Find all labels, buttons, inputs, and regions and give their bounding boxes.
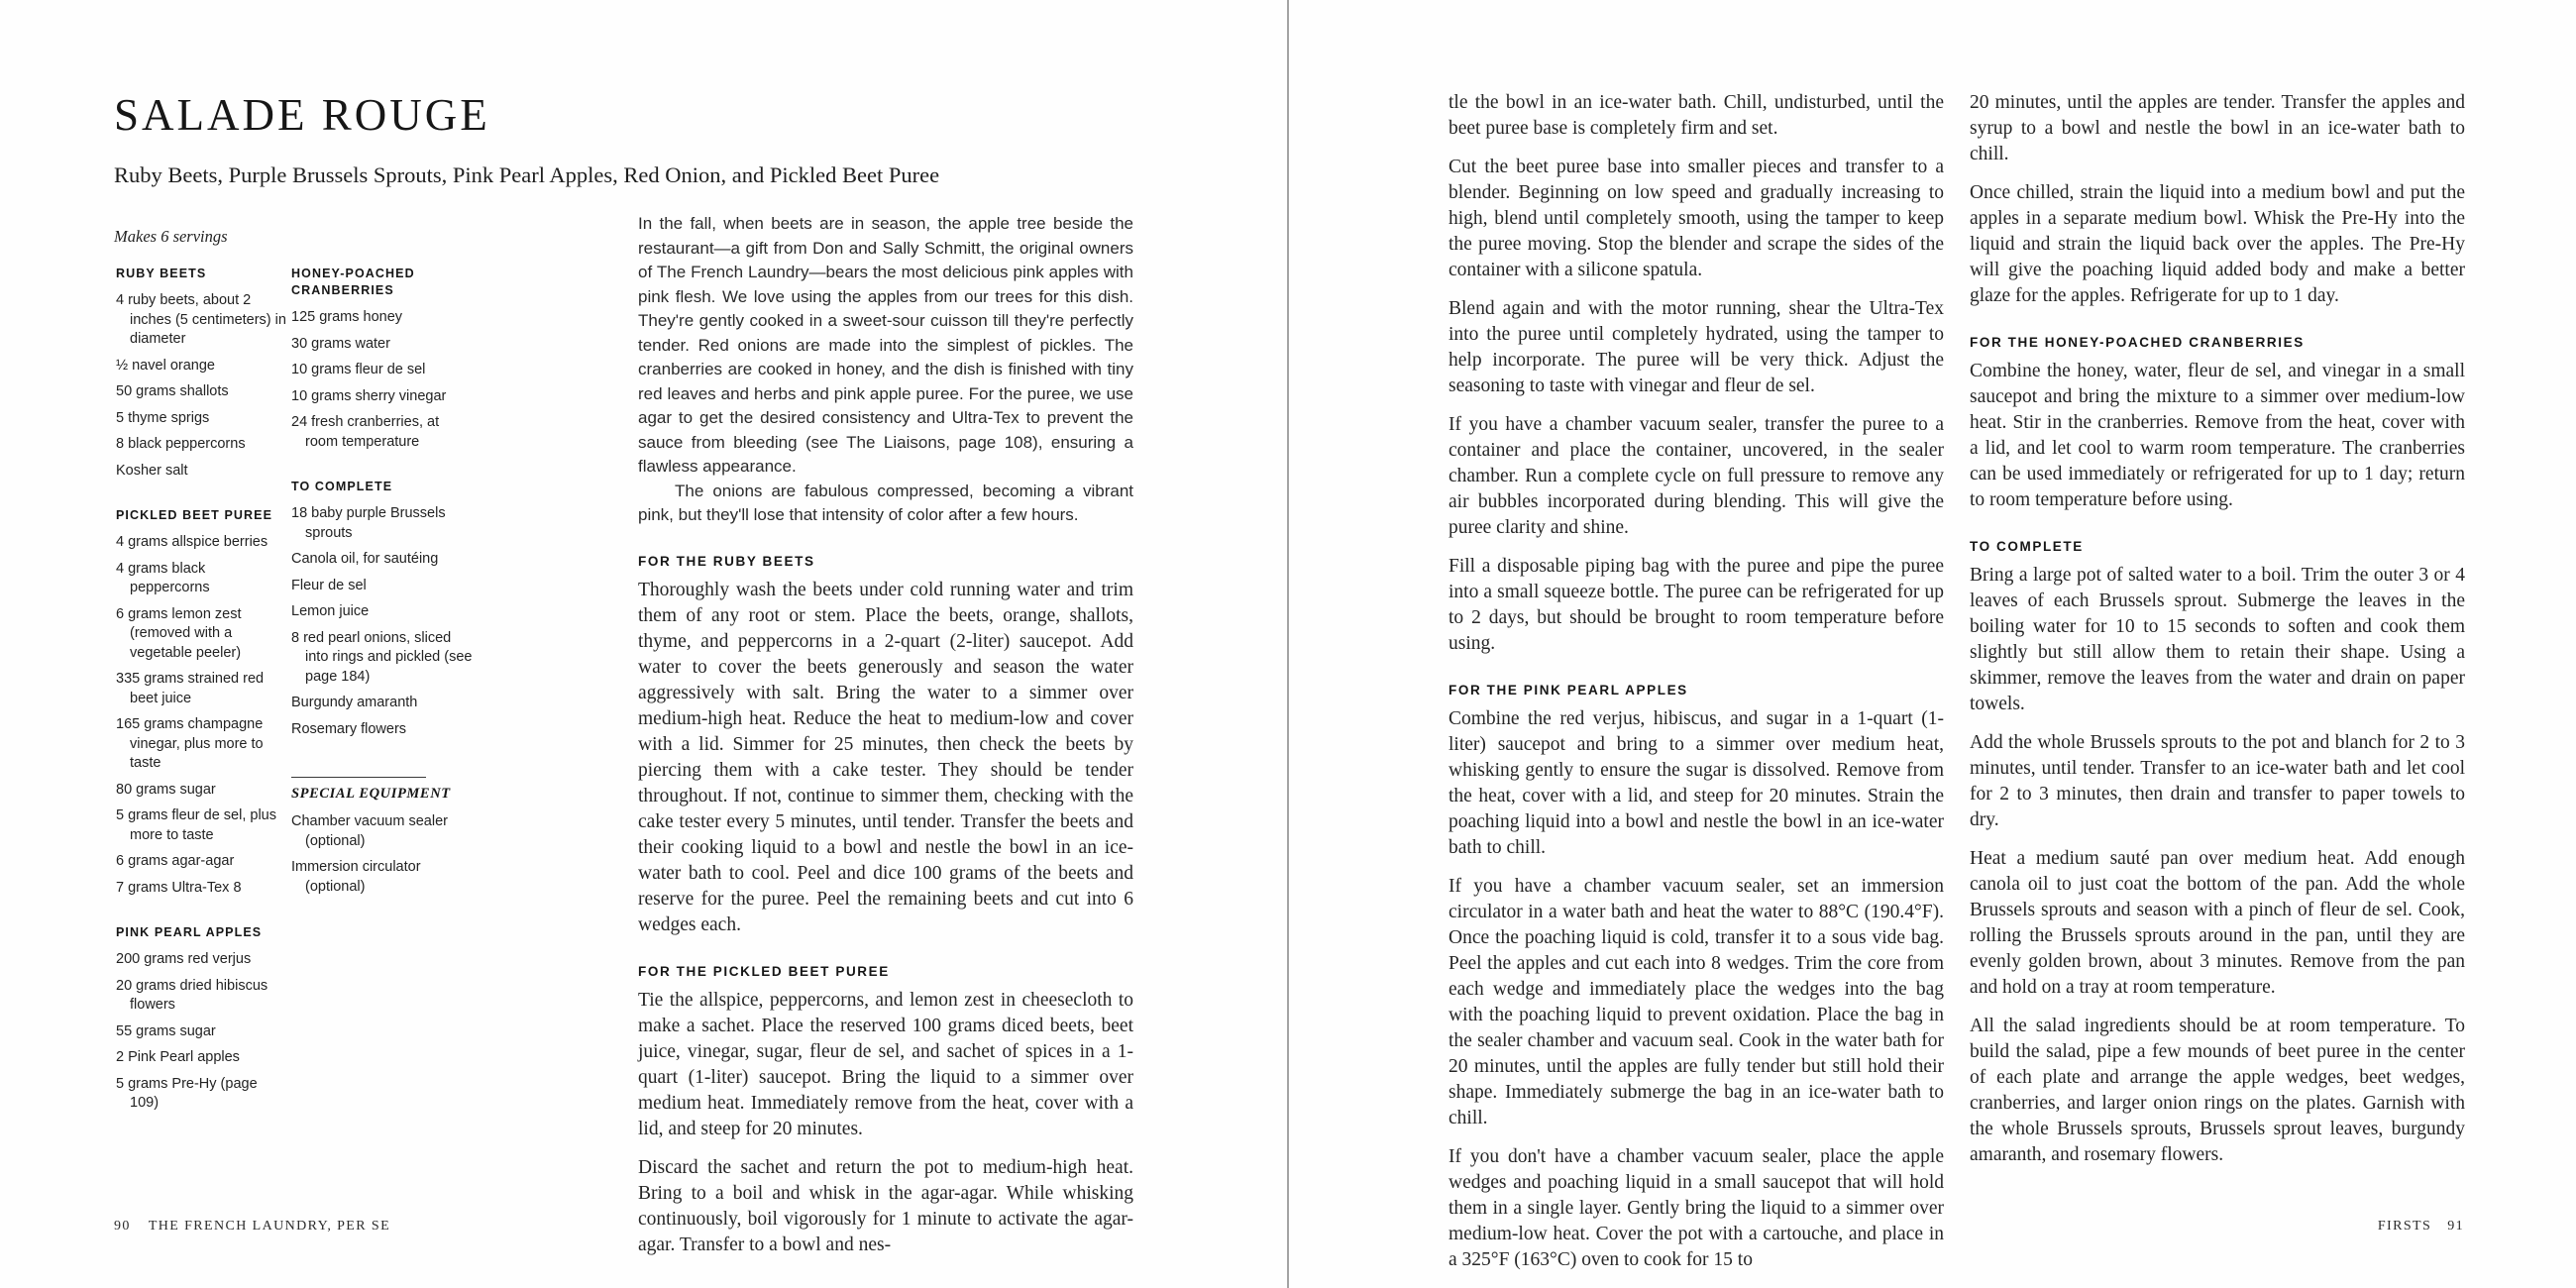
instruction-paragraph: If you have a chamber vacuum sealer, set an immersion circulator in a water bath and heat the water to 88°C (190.4°F). Once the poaching liquid is cold, transfer it to a sous vide bag. Peel the apples and cut each into 8 wedges. Trim the core from each wedge and immediately place the wedges into the bag with the poaching liquid to prevent oxidation. Place the bag in the sealer chamber and vacuum seal. Cook in the water bath for 20 minutes, until the apples are fully tender but still hold their shape. Immediately submerge the bag in an ice-water bath to chill.	[1449, 876, 1944, 1128]
page-number: 91	[2447, 1219, 2464, 1234]
ingredient-group-heading: PICKLED BEET PUREE	[116, 508, 273, 522]
ingredient-item: 165 grams champagne vinegar, plus more to taste	[116, 716, 264, 771]
recipe-intro	[638, 212, 1133, 528]
right-instructions-column-2	[1970, 90, 2465, 1181]
continuation-paragraphs	[1449, 90, 1944, 657]
section-heading: FOR THE PINK PEARL APPLES	[1449, 683, 1688, 698]
ingredient-item: 5 thyme sprigs	[116, 409, 210, 426]
ingredient-item: 2 Pink Pearl apples	[116, 1049, 240, 1065]
ingredient-list	[291, 308, 476, 452]
instruction-paragraph: 20 minutes, until the apples are tender. Transfer the apples and syrup to a bowl and nestle the bowl in an ice-water bath to chill.	[1970, 92, 2465, 164]
ingredient-item: 335 grams strained red beet juice	[116, 671, 265, 706]
ingredient-item: 20 grams dried hibiscus flowers	[116, 977, 268, 1013]
ingredient-item: Rosemary flowers	[291, 720, 407, 737]
section-paragraphs	[638, 578, 1133, 938]
ingredient-column-2	[291, 266, 476, 923]
instruction-paragraph: Discard the sachet and return the pot to medium-high heat. Bring to a boil and whisk in the agar-agar. While whisking continuously, boil vigorously for 1 minute to activate the agar-agar. Transfer to a bowl and nes-	[638, 1156, 1133, 1255]
section-paragraphs	[638, 988, 1133, 1258]
section-paragraphs	[1970, 563, 2465, 1168]
ingredient-group-pink-pearl-apples	[116, 924, 286, 1114]
ingredient-group-heading: PINK PEARL APPLES	[116, 925, 263, 939]
section-heading: FOR THE RUBY BEETS	[638, 553, 815, 569]
instruction-paragraph: Bring a large pot of salted water to a boil. Trim the outer 3 or 4 leaves of each Brussels sprout. Submerge the leaves in the boiling water for 10 to 15 seconds to soften and cook them slightly but still allow them to retain their shape. Using a skimmer, remove the leaves from the water and drain on paper towels.	[1970, 565, 2465, 714]
special-equipment-heading: SPECIAL EQUIPMENT	[291, 786, 451, 802]
special-equipment-list	[291, 812, 476, 897]
ingredient-group-to-complete	[291, 479, 476, 739]
instruction-paragraph: tle the bowl in an ice-water bath. Chill, undisturbed, until the beet puree base is completely firm and set.	[1449, 92, 1944, 139]
ingredient-item: 10 grams sherry vinegar	[291, 387, 447, 404]
ingredient-item: 30 grams water	[291, 335, 390, 352]
instruction-paragraph: If you have a chamber vacuum sealer, transfer the puree to a container and place the container, uncovered, in the sealer chamber. Run a complete cycle on full pressure to remove any air bubbles incorporated during blending. This will give the puree clarity and shine.	[1449, 414, 1944, 538]
ingredient-item: 50 grams shallots	[116, 383, 229, 399]
special-equipment-group	[291, 777, 476, 897]
section-ruby-beets	[638, 554, 1133, 938]
recipe-title: SALADE ROUGE	[114, 90, 490, 140]
ingredient-item: 8 black peppercorns	[116, 436, 246, 452]
instruction-paragraph: Tie the allspice, peppercorns, and lemon zest in cheesecloth to make a sachet. Place the reserved 100 grams diced beets, beet juice, vinegar, sugar, fleur de sel, and sachet of spices in a 1-quart (1-liter) saucepot. Bring the liquid to a simmer over medium heat. Immediately remove from the heat, cover with a lid, and steep for 20 minutes.	[638, 989, 1133, 1139]
ingredient-item: 200 grams red verjus	[116, 951, 252, 967]
ingredient-group-honey-poached-cranberries	[291, 266, 476, 452]
ingredient-item: 7 grams Ultra-Tex 8	[116, 879, 242, 896]
chapter-name: FIRSTS	[2377, 1219, 2432, 1234]
ingredient-list	[116, 950, 286, 1114]
right-instructions-column-1	[1449, 90, 1944, 1286]
book-title: THE FRENCH LAUNDRY, PER SE	[148, 1219, 391, 1234]
ingredient-list	[116, 291, 286, 481]
ingredient-item: 6 grams lemon zest (removed with a vegetable peeler)	[116, 605, 242, 661]
ingredient-item: 24 fresh cranberries, at room temperature	[291, 414, 440, 450]
instruction-paragraph: Cut the beet puree base into smaller pieces and transfer to a blender. Beginning on low speed and gradually increasing to high, blend until completely smooth, using the tamper to keep the puree moving. Stop the blender and scrape the sides of the container with a silicone spatula.	[1449, 157, 1944, 280]
ingredient-item: 10 grams fleur de sel	[291, 362, 426, 377]
ingredient-item: 4 ruby beets, about 2 inches (5 centimeters) in diameter	[116, 292, 286, 347]
page-right	[1288, 0, 2576, 1288]
section-paragraphs	[1449, 706, 1944, 1273]
instruction-paragraph: Combine the honey, water, fleur de sel, and vinegar in a small saucepot and bring the mixture to a simmer over medium-low heat. Stir in the cranberries. Remove from the heat, cover with a lid, and let cool to warm room temperature. The cranberries can be used immediately or refrigerated for up to 1 day; return to room temperature before using.	[1970, 361, 2465, 510]
ingredient-list	[291, 504, 476, 739]
ingredient-item: 5 grams Pre-Hy (page 109)	[116, 1075, 258, 1111]
ingredient-item: 18 baby purple Brussels sprouts	[291, 505, 446, 541]
equipment-item: Immersion circulator (optional)	[291, 859, 421, 895]
ingredient-item: 4 grams allspice berries	[116, 534, 268, 550]
instruction-paragraph: Add the whole Brussels sprouts to the pot and blanch for 2 to 3 minutes, until tender. Transfer to an ice-water bath and let cool for 2 to 3 minutes, then drain and transfer to paper towels to dry.	[1970, 732, 2465, 830]
section-heading: FOR THE PICKLED BEET PUREE	[638, 963, 890, 979]
ingredient-item: 8 red pearl onions, sliced into rings and pickled (see page 184)	[291, 629, 473, 685]
ingredient-item: Lemon juice	[291, 603, 370, 619]
instruction-paragraph: Once chilled, strain the liquid into a medium bowl and put the apples in a separate medium bowl. Whisk the Pre-Hy into the liquid and strain the liquid back over the apples. The Pre-Hy will give the poaching liquid added body and make a better glaze for the apples. Refrigerate for up to 1 day.	[1970, 182, 2465, 306]
ingredient-item: 80 grams sugar	[116, 781, 216, 798]
section-paragraphs	[1970, 359, 2465, 513]
intro-paragraph: In the fall, when beets are in season, the apple tree beside the restaurant—a gift from Don and Sally Schmitt, the original owners of The French Laundry—bears the most delicious pink apples with pink flesh. We love using the apples from our trees for this dish. They're gently cooked in a sweet-sour cuisson till they're perfectly tender. Red onions are made into the simplest of pickles. The cranberries are cooked in honey, and the dish is finished with tiny red leaves and herbs and pink apple puree. For the puree, we use agar to get the desired consistency and Ultra-Tex to prevent the sauce from bleeding (see The Liaisons, page 108), ensuring a flawless appearance.	[638, 214, 1133, 476]
section-heading: FOR THE HONEY-POACHED CRANBERRIES	[1970, 335, 2305, 350]
yield-note: Makes 6 servings	[114, 227, 228, 246]
special-equipment-rule	[291, 777, 426, 778]
ingredient-group-heading: RUBY BEETS	[116, 267, 207, 280]
ingredient-group-ruby-beets	[116, 266, 286, 481]
section-pickled-beet-puree	[638, 964, 1133, 1258]
continuation-paragraphs	[1970, 90, 2465, 309]
ingredient-item: 5 grams fleur de sel, plus more to taste	[116, 807, 276, 843]
ingredient-item: ½ navel orange	[116, 357, 215, 374]
left-page-footer	[114, 1219, 390, 1234]
ingredient-item: 4 grams black peppercorns	[116, 560, 210, 595]
instruction-paragraph: Thoroughly wash the beets under cold running water and trim them of any root or stem. Place the beets, orange, shallots, thyme, and peppercorns in a 2-quart (2-liter) saucepot. Add water to cover the beets generously and season the water aggressively with salt. Bring the water to a simmer over medium-high heat. Reduce the heat to medium-low and cover with a lid. Simmer for 25 minutes, then check the beets by piercing them with a cake tester. They should be tender throughout. If not, continue to simmer them, checking with the cake tester every 5 minutes, until tender. Transfer the beets and their cooking liquid to a bowl and nestle the bowl in an ice-water bath to cool. Peel and dice 100 grams of the beets and reserve for the puree. Peel the remaining beets and cut into 6 wedges each.	[638, 579, 1133, 935]
right-page-footer	[2378, 1219, 2464, 1234]
ingredient-list	[116, 533, 286, 898]
instruction-paragraph: Fill a disposable piping bag with the puree and pipe the puree into a small squeeze bottle. The puree can be refrigerated for up to 2 days, but should be brought to room temperature before using.	[1449, 556, 1944, 654]
instruction-paragraph: Heat a medium sauté pan over medium heat. Add enough canola oil to just coat the bottom of the pan. Add the whole Brussels sprouts and season with a pinch of fleur de sel. Cook, rolling the Brussels sprouts around in the pan, until they are evenly golden brown, about 3 minutes. Remove from the pan and hold on a tray at room temperature.	[1970, 848, 2465, 998]
ingredient-item: Canola oil, for sautéing	[291, 551, 439, 567]
ingredient-group-heading: TO COMPLETE	[291, 480, 393, 493]
ingredient-item: 125 grams honey	[291, 309, 403, 325]
ingredient-item: 6 grams agar-agar	[116, 853, 235, 869]
instruction-paragraph: Combine the red verjus, hibiscus, and sugar in a 1-quart (1-liter) saucepot and bring to a simmer over medium heat, whisking gently to ensure the sugar is dissolved. Remove from the heat, cover with a lid, and steep for 20 minutes. Strain the poaching liquid into a bowl and nestle the bowl in an ice-water bath to chill.	[1449, 708, 1944, 858]
instruction-paragraph: Blend again and with the motor running, shear the Ultra-Tex into the puree until completely hydrated, using the tamper to help incorporate. The puree will be very thick. Adjust the seasoning to taste with vinegar and fleur de sel.	[1449, 298, 1944, 396]
instruction-paragraph: All the salad ingredients should be at room temperature. To build the salad, pipe a few mounds of beet puree in the center of each plate and arrange the apple wedges, beet wedges, cranberries, and larger onion rings on the plates. Garnish with the whole Brussels sprouts, Brussels sprout leaves, burgundy amaranth, and rosemary flowers.	[1970, 1016, 2465, 1165]
ingredient-item: Burgundy amaranth	[291, 695, 418, 710]
ingredient-item: 55 grams sugar	[116, 1022, 216, 1039]
intro-paragraph: The onions are fabulous compressed, becoming a vibrant pink, but they'll lose that intensity of color after a few hours.	[638, 481, 1133, 524]
ingredient-group-pickled-beet-puree	[116, 507, 286, 898]
section-heading: TO COMPLETE	[1970, 539, 2084, 554]
ingredient-group-heading: HONEY-POACHED CRANBERRIES	[291, 267, 415, 297]
ingredient-column-1	[116, 266, 286, 1140]
ingredient-item: Fleur de sel	[291, 577, 367, 593]
instruction-paragraph: If you don't have a chamber vacuum sealer, place the apple wedges and poaching liquid in a small saucepot that will hold them in a single layer. Gently bring the liquid to a simmer over medium-low heat. Cover the pot with a cartouche, and place in a 325°F (163°C) oven to cook for 15 to	[1449, 1146, 1944, 1270]
recipe-subtitle: Ruby Beets, Purple Brussels Sprouts, Pink Pearl Apples, Red Onion, and Pickled Beet Puree	[114, 162, 940, 187]
ingredient-item: Kosher salt	[116, 462, 188, 479]
left-instructions-column	[638, 212, 1133, 1271]
page-number: 90	[114, 1219, 131, 1234]
equipment-item: Chamber vacuum sealer (optional)	[291, 813, 448, 849]
